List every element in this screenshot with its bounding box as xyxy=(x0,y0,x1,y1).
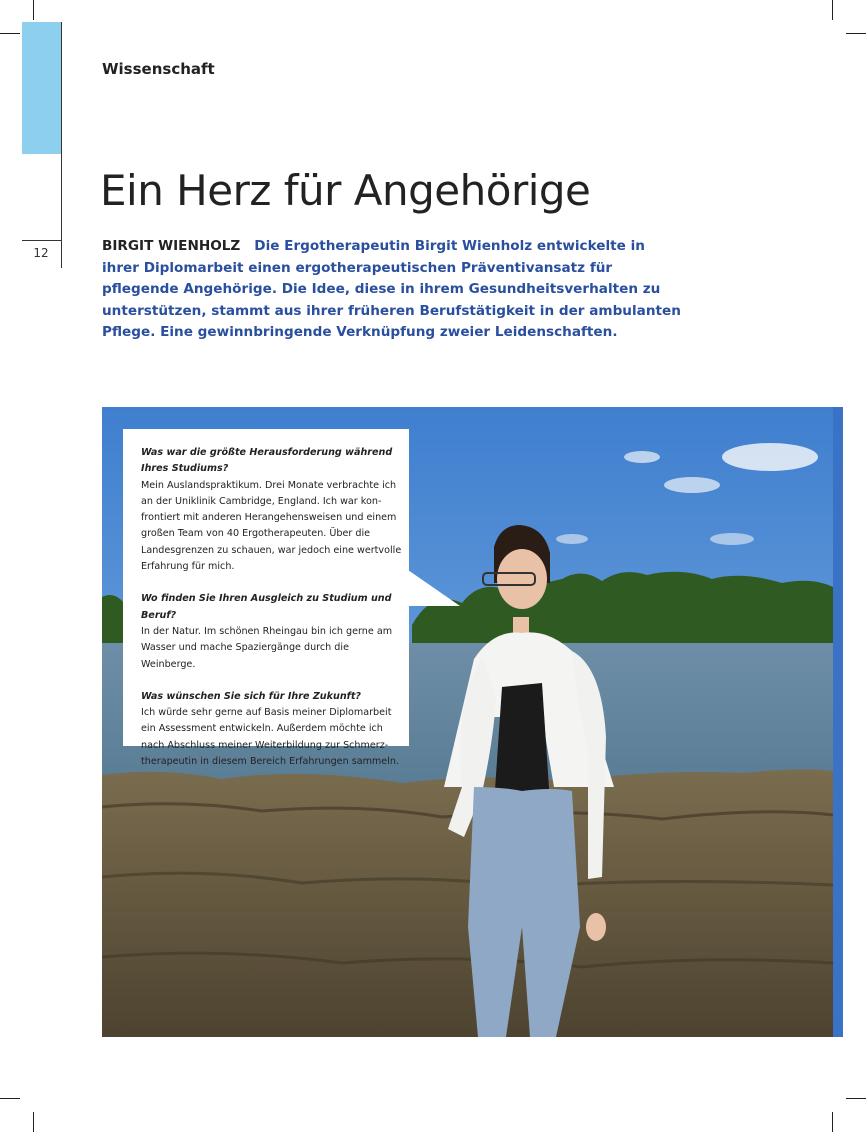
interview-answer: In der Natur. Im schönen Rheingau bin ich gerne am Wasser und mache Spaziergänge durch die Weinberge. xyxy=(141,625,393,670)
interview-question: Wo finden Sie Ihren Ausgleich zu Studium und Beruf? xyxy=(141,593,392,621)
lead-text: Die Ergotherapeutin Birgit Wienholz entwickelte in ihrer Diplomarbeit einen ergotherapeutischen Präventivansatz für pflegende Angehörige. Die Idee, diese in ihrem Gesundheitsverhalten zu unterstützen, stammt aus ihrer früheren Berufstätigkeit in der ambulanten Pflege. Eine gewinnbringende Verknüpfung zweier Leidenschaften. xyxy=(102,238,681,340)
article-lead xyxy=(102,236,682,344)
speech-bubble-tail xyxy=(408,570,468,610)
interview-item xyxy=(141,591,403,672)
interview-item xyxy=(141,445,403,575)
interview-text xyxy=(141,445,403,786)
crop-mark xyxy=(33,1112,34,1132)
crop-mark xyxy=(846,1098,866,1099)
interview-answer: Mein Auslandspraktikum. Drei Monate verbrachte ich an der Uniklinik Cambridge, England. Ich war kon- frontiert mit anderen Herangehensweisen und einem großen Team von 40 Ergotherapeuten. Über die Landesgrenzen zu schauen, war jedoch eine wertvolle Erfahrung für mich. xyxy=(141,479,402,573)
interview-answer: Ich würde sehr gerne auf Basis meiner Diplomarbeit ein Assessment entwickeln. Außerdem möchte ich nach Abschluss meiner Weiterbildung zur Schmerz- therapeutin in diesem Bereich Erfahrungen sammeln. xyxy=(141,707,399,768)
crop-mark xyxy=(0,1098,20,1099)
crop-mark xyxy=(832,1112,833,1132)
crop-mark xyxy=(846,33,866,34)
photo-accent-bar xyxy=(833,407,843,1037)
interview-question: Was wünschen Sie sich für Ihre Zukunft? xyxy=(141,690,361,702)
interview-item xyxy=(141,689,403,770)
crop-mark xyxy=(0,33,20,34)
author-name: BIRGIT WIENHOLZ xyxy=(102,238,241,254)
page-number: 12 xyxy=(33,246,49,260)
article-title: Ein Herz für Angehörige xyxy=(100,166,591,215)
crop-mark xyxy=(832,0,833,20)
crop-mark xyxy=(33,0,34,20)
section-label: Wissenschaft xyxy=(102,60,215,78)
margin-rule xyxy=(61,22,62,268)
interview-question: Was war die größte Herausforderung während Ihres Studiums? xyxy=(141,447,393,475)
section-color-tab xyxy=(22,22,62,154)
